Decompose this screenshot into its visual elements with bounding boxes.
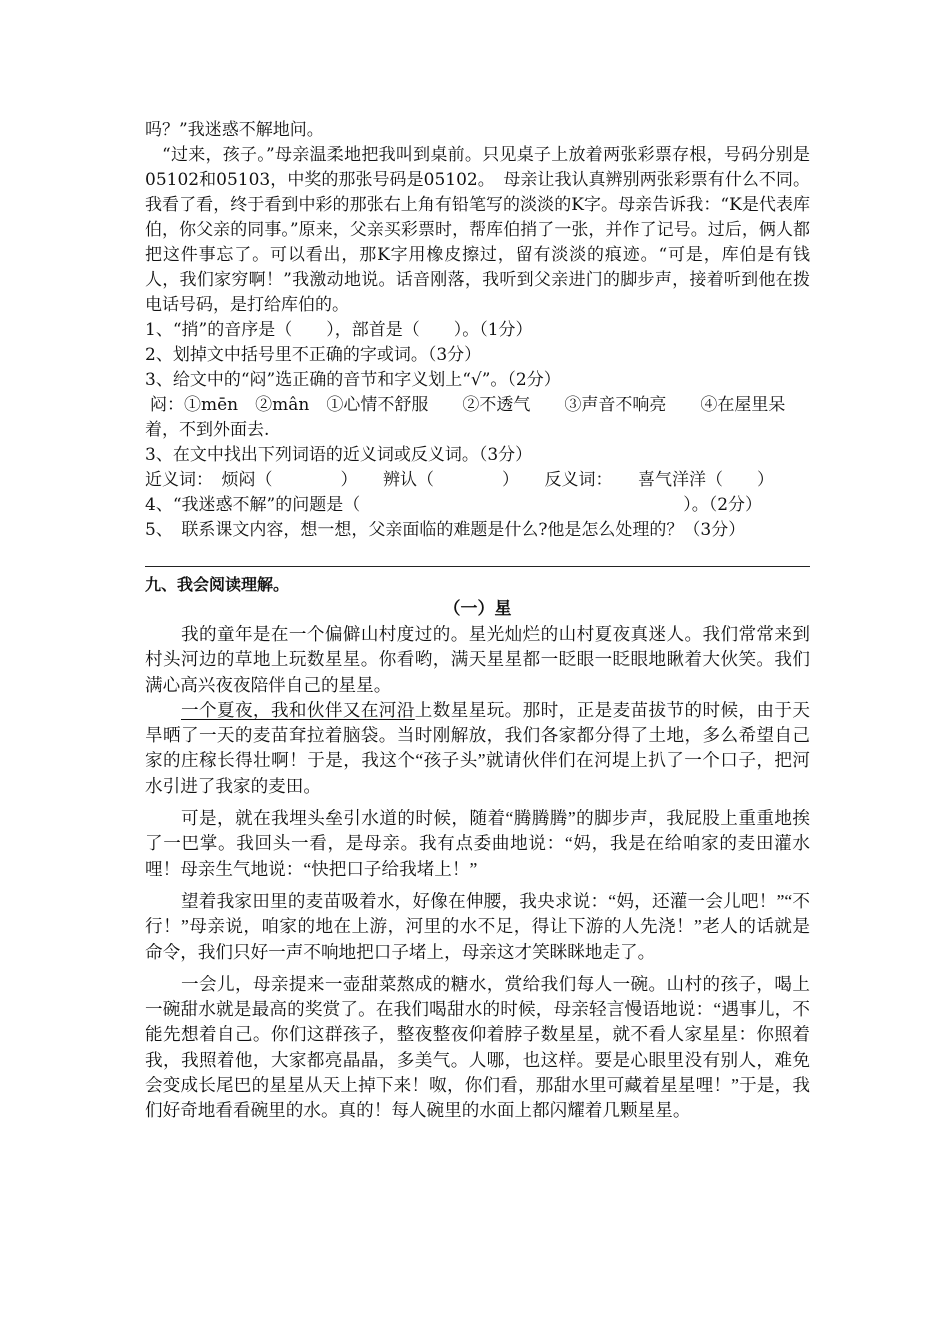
story-paragraph-2-rest: 上数星星玩。那时，正是麦苗拔节的时候，由于天旱晒了一天的麦苗耷拉着脑袋。当时刚解放，我们各家都分得了土地，多么希望自己家的庄稼长得壮啊！于是，我这个“孩子头”就请伙伴们在河堤上扒了一个口子，把河水引进了我家的麦田。 <box>145 699 810 796</box>
question-3b-items: 近义词： 烦闷（ ） 辨认（ ） 反义词： 喜气洋洋（ ） 4、“我迷惑不解”的问题是（ ）。（2分） <box>145 470 783 515</box>
passage-continuation <box>145 118 810 318</box>
question-1: 1、“捎”的音序是（ ），部首是（ ）。（1分） <box>145 320 533 340</box>
underlined-phrase: 一个夏夜，我和伙伴又在河沿 <box>181 699 415 720</box>
story-paragraph-2 <box>145 698 810 799</box>
passage-line: 吗？”我迷惑不解地问。 <box>145 120 324 140</box>
story-paragraph-1: 我的童年是在一个偏僻山村度过的。星光灿烂的山村夏夜真迷人。我们常常来到村头河边的草地上玩数星星。你看哟，满天星星都一眨眼一眨眼地瞅着大伙笑。我们满心高兴夜夜陪伴自己的星星。 <box>145 624 810 695</box>
story-title: （一）星 <box>443 599 512 619</box>
story-body <box>145 622 810 1124</box>
question-2: 2、划掉文中括号里不正确的字或词。（3分） <box>145 345 482 365</box>
question-3-options: 闷：①mēn ②mân ①心情不舒服 ②不透气 ③声音不响亮 ④在屋里呆着，不到外面去. <box>145 395 786 440</box>
story-paragraph-4: 望着我家田里的麦苗吸着水，好像在伸腰，我央求说：“妈，还灌一会儿吧！”“不行！”母亲说，咱家的地在上游，河里的水不足，得让下游的人先浇！”老人的话就是命令，我们只好一声不响地把口子堵上，母亲这才笑眯眯地走了。 <box>145 890 810 962</box>
question-3b: 3、在文中找出下列词语的近义词或反义词。（3分） <box>145 445 533 465</box>
question-5: 5、 联系课文内容，想一想，父亲面临的难题是什么?他是怎么处理的？（3分） <box>145 520 746 540</box>
section-heading: 九、我会阅读理解。 <box>145 575 290 594</box>
document-page <box>145 118 810 1124</box>
question-list <box>145 318 810 543</box>
question-3: 3、给文中的“闷”选正确的音节和字义划上“√”。（2分） <box>145 370 561 390</box>
story-paragraph-5: 一会儿，母亲提来一壶甜菜熬成的糖水，赏给我们每人一碗。山村的孩子，喝上一碗甜水就是最高的奖赏了。在我们喝甜水的时候，母亲轻言慢语地说：“遇事儿，不能先想着自己。你们这群孩子，整夜整夜仰着脖子数星星，就不看人家星星：你照着我，我照着他，大家都亮晶晶，多美气。人哪，也这样。要是心眼里没有别人，难免会变成长尾巴的星星从天上掉下来！呶，你们看，那甜水里可藏着星星哩！”于是，我们好奇地看看碗里的水。真的！每人碗里的水面上都闪耀着几颗星星。 <box>145 973 810 1121</box>
story-paragraph-3: 可是，就在我埋头垒引水道的时候，随着“腾腾腾”的脚步声，我屁股上重重地挨了一巴掌。我回头一看，是母亲。我有点委曲地说：“妈，我是在给咱家的麦田灌水哩！母亲生气地说：“快把口子给我堵上！” <box>145 808 810 879</box>
passage-paragraph: “过来，孩子。”母亲温柔地把我叫到桌前。只见桌子上放着两张彩票存根，号码分别是05102和05103，中奖的那张号码是05102。 母亲让我认真辨别两张彩票有什么不同。我看了看，终于看到中彩的那张右上角有铅笔写的淡淡的K字。母亲告诉我：“K是代表库伯，你父亲的同事。”原来，父亲买彩票时，帮库伯捎了一张，并作了记号。过后，俩人都把这件事忘了。可以看出，那K字用橡皮擦过，留有淡淡的痕迹。“可是，库伯是有钱人，我们家穷啊！”我激动地说。话音刚落，我听到父亲进门的脚步声，接着听到他在拨电话号码，是打给库伯的。 <box>145 145 810 315</box>
section-divider <box>145 566 810 567</box>
